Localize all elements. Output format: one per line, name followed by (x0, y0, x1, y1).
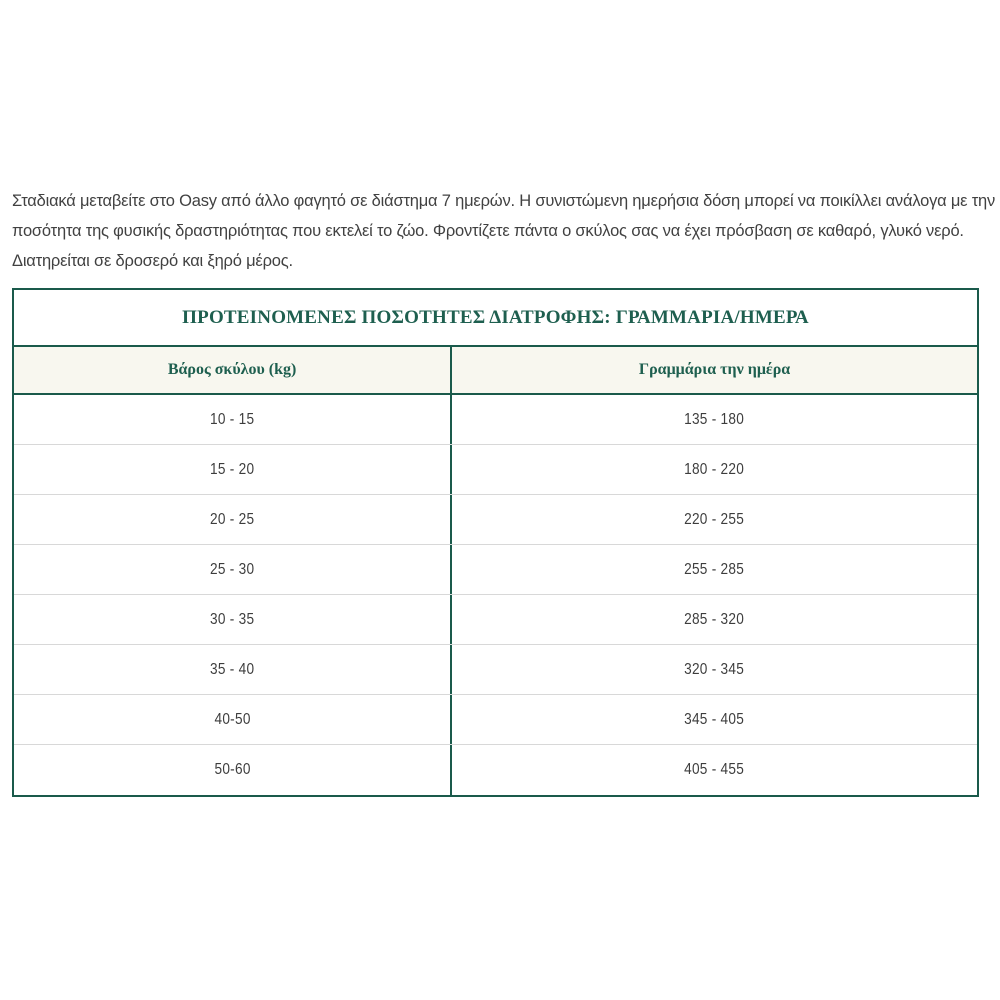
column-header-grams (452, 347, 977, 393)
table-row (14, 395, 977, 445)
table-row (14, 595, 977, 645)
grams-value: 135 - 180 (684, 410, 745, 428)
grams-value: 345 - 405 (684, 710, 745, 728)
feeding-table (12, 288, 979, 797)
grams-cell (452, 445, 977, 494)
grams-value: 405 - 455 (684, 761, 745, 778)
weight-cell (14, 495, 452, 544)
grams-value: 220 - 255 (684, 510, 745, 528)
grams-cell (452, 745, 977, 795)
weight-cell (14, 595, 452, 644)
grams-value: 180 - 220 (684, 460, 745, 478)
table-row (14, 445, 977, 495)
table-title-row (14, 290, 977, 347)
intro-line-3: Διατηρείται σε δροσερό και ξηρό μέρος. (12, 252, 293, 270)
weight-value: 35 - 40 (209, 660, 255, 678)
grams-cell (452, 595, 977, 644)
weight-cell (14, 645, 452, 694)
grams-cell (452, 545, 977, 594)
grams-cell (452, 645, 977, 694)
grams-value: 285 - 320 (684, 610, 745, 628)
intro-line-2: ποσότητα της φυσικής δραστηριότητας που εκτελεί το ζώο. Φροντίζετε πάντα ο σκύλος σας να έχει πρόσβαση σε καθαρό, γλυκό νερό. (12, 222, 964, 240)
weight-cell (14, 695, 452, 744)
table-title: ΠΡΟΤΕΙΝΟΜΕΝΕΣ ΠΟΣΟΤΗΤΕΣ ΔΙΑΤΡΟΦΗΣ: ΓΡΑΜΜΑΡΙΑ/ΗΜΕΡΑ (182, 306, 809, 328)
table-row (14, 545, 977, 595)
grams-cell (452, 495, 977, 544)
weight-value: 10 - 15 (209, 410, 255, 428)
weight-value: 50-60 (213, 761, 251, 778)
weight-cell (14, 445, 452, 494)
weight-cell (14, 545, 452, 594)
grams-cell (452, 395, 977, 444)
table-row (14, 745, 977, 795)
intro-line-1: Σταδιακά μεταβείτε στο Oasy από άλλο φαγητό σε διάστημα 7 ημερών. Η συνιστώμενη ημερήσια δόση μπορεί να ποικίλλει ανάλογα με την (12, 192, 996, 210)
table-row (14, 695, 977, 745)
intro-paragraph (12, 186, 996, 276)
column-header-weight (14, 347, 452, 393)
table-row (14, 495, 977, 545)
table-header-row (14, 347, 977, 395)
grams-value: 320 - 345 (684, 660, 745, 678)
grams-value: 255 - 285 (684, 560, 745, 578)
weight-cell (14, 395, 452, 444)
grams-cell (452, 695, 977, 744)
weight-value: 25 - 30 (209, 560, 255, 578)
column-header-grams-label: Γραμμάρια την ημέρα (638, 361, 791, 378)
weight-value: 40-50 (213, 710, 251, 728)
weight-value: 30 - 35 (209, 610, 255, 628)
column-header-weight-label: Βάρος σκύλου (kg) (167, 361, 297, 378)
weight-value: 15 - 20 (209, 460, 255, 478)
weight-cell (14, 745, 452, 795)
weight-value: 20 - 25 (209, 510, 255, 528)
table-row (14, 645, 977, 695)
